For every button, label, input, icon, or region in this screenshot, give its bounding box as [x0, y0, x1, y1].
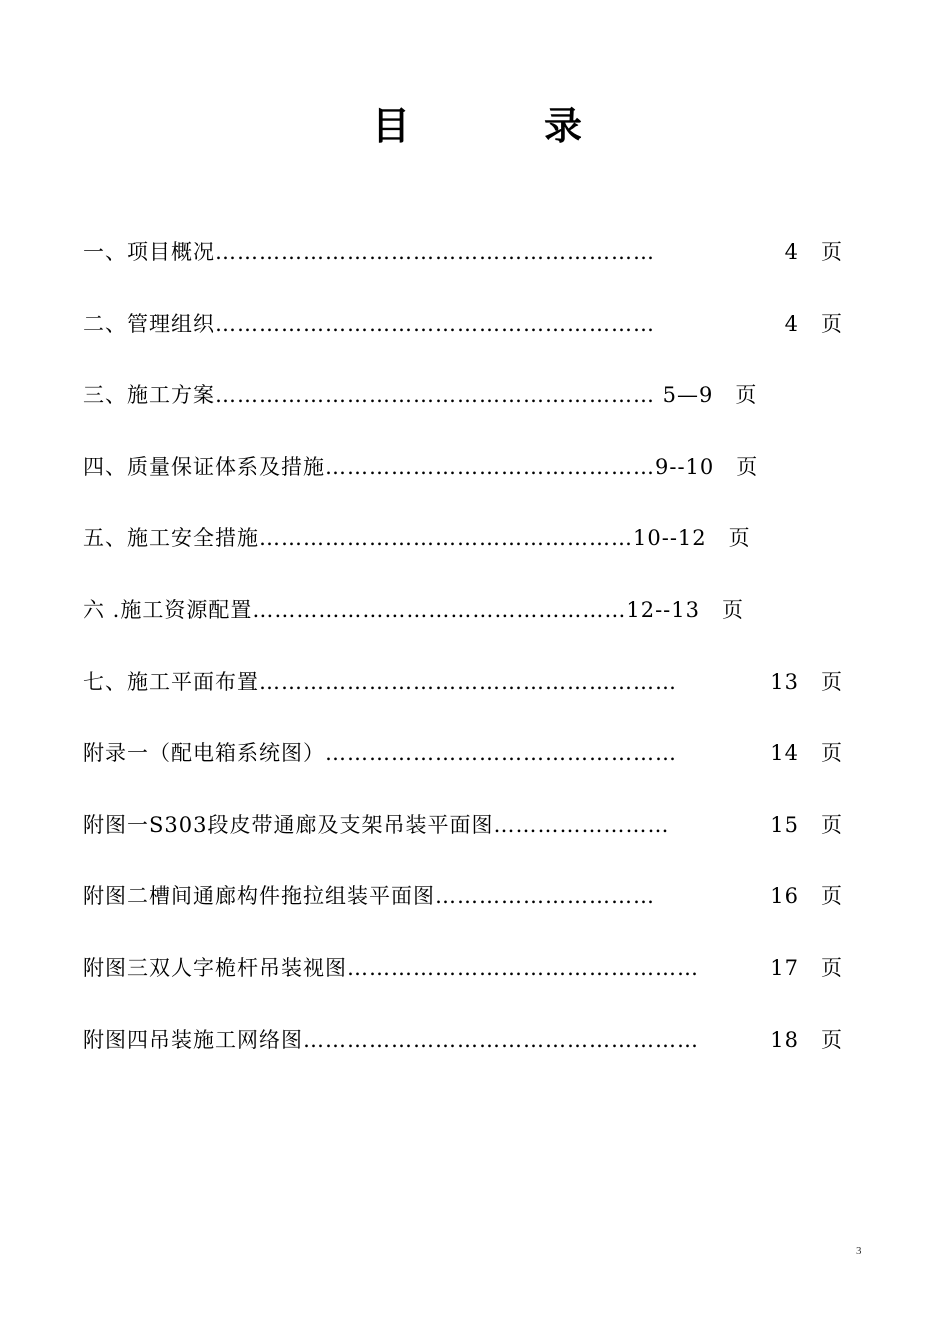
toc-entry-label: 四、质量保证体系及措施………………………………………9--10 页	[83, 454, 759, 479]
toc-entry-label: 附录一（配电箱系统图）…………………………………………	[83, 741, 677, 766]
toc-entry-label: 附图三双人字桅杆吊装视图…………………………………………	[83, 955, 699, 980]
toc-entry	[83, 1018, 843, 1090]
toc-entry	[83, 516, 843, 588]
toc-entry	[83, 874, 843, 946]
table-of-contents	[83, 230, 843, 1089]
toc-entry-label: 六 .施工资源配置……………………………………………12--13 页	[83, 597, 744, 622]
toc-entry-page: 18 页	[770, 1027, 843, 1052]
toc-entry	[83, 230, 843, 302]
toc-entry-label: 三、施工方案…………………………………………………… 5—9 页	[83, 383, 758, 408]
toc-entry-page: 4 页	[784, 311, 843, 336]
toc-entry-label: 五、施工安全措施……………………………………………10--12 页	[83, 526, 751, 551]
toc-entry-page: 16 页	[770, 884, 843, 909]
document-title	[372, 92, 582, 152]
toc-entry	[83, 660, 843, 732]
toc-entry-label: 一、项目概况……………………………………………………	[83, 240, 655, 264]
title-char-1: 目	[372, 103, 411, 148]
toc-entry-label: 附图四吊装施工网络图………………………………………………	[83, 1027, 699, 1052]
toc-entry	[83, 588, 843, 660]
toc-entry	[83, 373, 843, 445]
toc-entry	[83, 445, 843, 517]
page-number: 3	[856, 1245, 862, 1257]
toc-entry	[83, 946, 843, 1018]
toc-entry	[83, 803, 843, 875]
toc-entry-label: 二、管理组织……………………………………………………	[83, 311, 655, 336]
toc-entry-page: 4 页	[784, 240, 843, 264]
toc-entry	[83, 731, 843, 803]
toc-entry	[83, 302, 843, 374]
toc-entry-page: 13 页	[770, 669, 843, 694]
toc-entry-page: 14 页	[770, 741, 843, 766]
toc-entry-page: 15 页	[770, 812, 843, 837]
toc-entry-label: 附图一S303段皮带通廊及支架吊装平面图……………………	[83, 812, 670, 837]
title-char-2: 录	[543, 103, 582, 148]
toc-entry-page: 17 页	[770, 955, 843, 980]
toc-entry-label: 七、施工平面布置…………………………………………………	[83, 669, 677, 694]
toc-entry-label: 附图二槽间通廊构件拖拉组装平面图…………………………	[83, 884, 655, 909]
